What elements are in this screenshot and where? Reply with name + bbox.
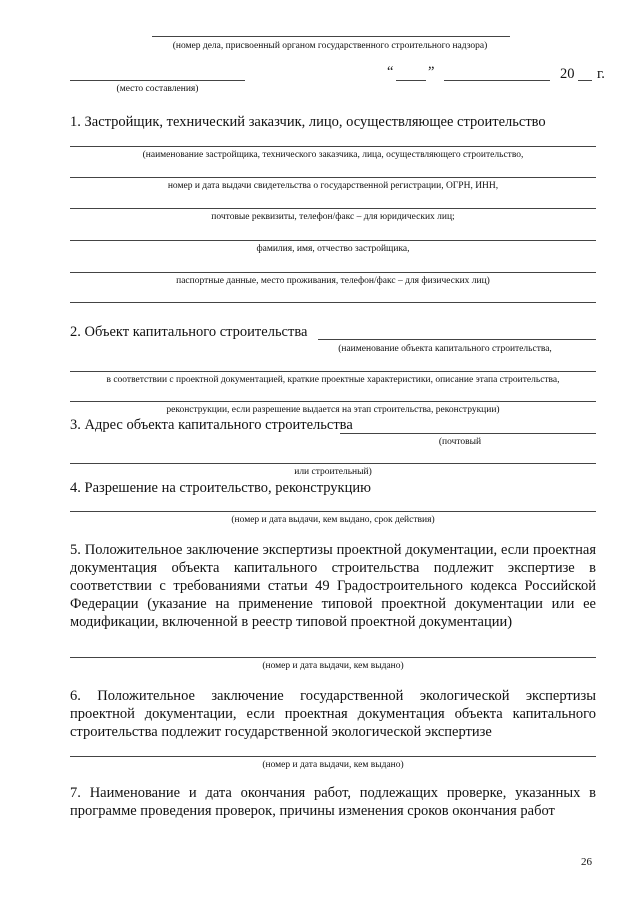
- section-5-line: [70, 657, 596, 658]
- section-4-caption: (номер и дата выдачи, кем выдано, срок действия): [231, 515, 435, 525]
- section-7-text: 7. Наименование и дата окончания работ, подлежащих проверке, указанных в программе проведения проверок, причины изменения сроков окончания работ: [70, 785, 596, 819]
- section-1-caption: номер и дата выдачи свидетельства о государственной регистрации, ОГРН, ИНН,: [167, 181, 499, 191]
- section-1-line: [70, 240, 596, 241]
- section-3-caption: (почтовый: [438, 437, 482, 447]
- place-caption: (место составления): [116, 84, 199, 94]
- section-1-caption: паспортные данные, место проживания, телефон/факс – для физических лиц): [176, 276, 490, 286]
- section-3-line: [340, 433, 596, 434]
- section-2-line: [70, 401, 596, 402]
- section-2-caption: (наименование объекта капитального строительства,: [338, 344, 552, 354]
- section-1-line: [70, 272, 596, 273]
- section-1-line: [70, 302, 596, 303]
- section-2-line: [70, 371, 596, 372]
- section-3-title: 3. Адрес объекта капитального строительства: [70, 417, 353, 433]
- section-2-caption: реконструкции, если разрешение выдается на этап строительства, реконструкции): [166, 405, 500, 415]
- section-4-line: [70, 511, 596, 512]
- section-5-caption: (номер и дата выдачи, кем выдано): [262, 661, 404, 671]
- page-number: 26: [581, 856, 592, 868]
- section-3-line: [70, 463, 596, 464]
- section-2-caption: в соответствии с проектной документацией, краткие проектные характеристики, описание этапа строительства,: [106, 375, 560, 385]
- year-prefix: 20: [560, 66, 575, 82]
- place-line: [70, 80, 245, 81]
- section-6-text: 6. Положительное заключение государственной экологической экспертизы проектной документации, если проектная документация объекта капитального строительства подлежит государственной экологической экспертизе: [70, 688, 596, 740]
- section-5-text: 5. Положительное заключение экспертизы проектной документации, если проектная документация объекта капитального строительства подлежит экспертизе в соответствии с требованиями статьи 49 Градостроительного кодекса Российской Федерации (указание на применение типовой проектной документации или ее модификации, включенной в реестр типовой проектной документации): [70, 542, 596, 630]
- month-line: [444, 80, 550, 81]
- section-1-line: [70, 146, 596, 147]
- year-line: [578, 80, 592, 81]
- year-suffix: г.: [597, 66, 605, 82]
- date-close-quote: ”: [428, 64, 435, 80]
- section-3-caption: или строительный): [294, 467, 372, 477]
- section-1-caption: почтовые реквизиты, телефон/факс – для юридических лиц;: [211, 212, 455, 222]
- section-2-title: 2. Объект капитального строительства: [70, 324, 308, 340]
- date-open-quote: “: [387, 64, 394, 80]
- case-number-caption: (номер дела, присвоенный органом государственного строительного надзора): [172, 41, 488, 51]
- section-1-caption: фамилия, имя, отчество застройщика,: [256, 244, 410, 254]
- section-1-title: 1. Застройщик, технический заказчик, лицо, осуществляющее строительство: [70, 114, 546, 130]
- section-6-caption: (номер и дата выдачи, кем выдано): [262, 760, 404, 770]
- section-1-line: [70, 177, 596, 178]
- section-1-caption: (наименование застройщика, технического заказчика, лица, осуществляющего строительство,: [142, 150, 524, 160]
- section-1-line: [70, 208, 596, 209]
- section-6-line: [70, 756, 596, 757]
- case-number-line: [152, 36, 510, 37]
- section-2-line: [318, 339, 596, 340]
- day-line: [396, 80, 426, 81]
- section-4-title: 4. Разрешение на строительство, реконструкцию: [70, 480, 371, 496]
